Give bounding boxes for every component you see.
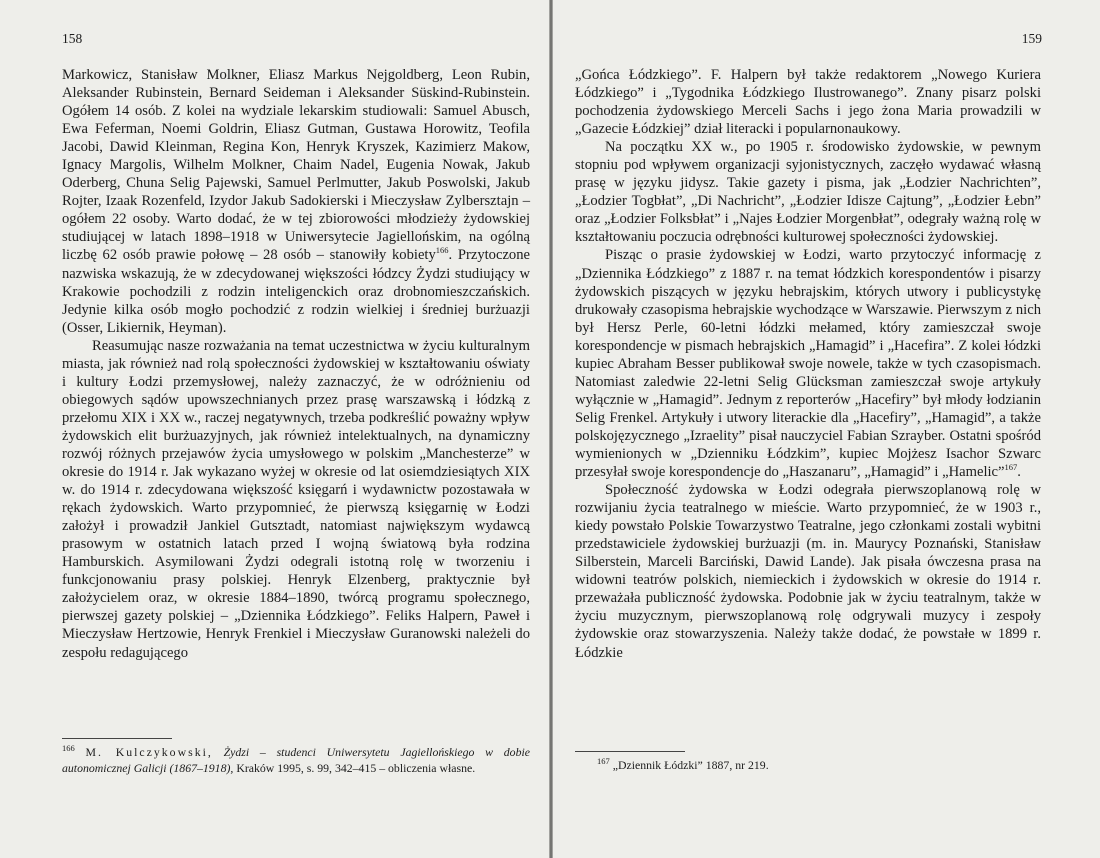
footnote-title: Żydzi – studenci Uniwersytetu Jagiellońskiego w dobie autonomicznej Galicji (1867–1918), [62,745,530,775]
page-body [62,66,530,662]
page-number: 159 [1021,31,1042,46]
footnote-ref: 167 [1004,462,1018,473]
right-page [553,0,1100,858]
footnote-rule [575,751,685,752]
page-body [575,66,1041,662]
paragraph: Społeczność żydowska w Łodzi odegrała pierwszoplanową rolę w rozwijaniu życia teatralnego w mieście. Warto przypomnieć, że w 1903 r., kiedy powstało Polskie Towarzystwo Teatralne, jego członkami zostali wybitni przedstawiciele żydowskiej burżuazji (m. in. Maurycy Poznański, Stanisław Silberstein, Marceli Barciński, Dawid Lande). Jak pisała ówczesna prasa na widowni teatrów polskich, niemieckich i żydowskich w okresie do 1914 r. przeważała publiczność żydowska. Podobnie jak w życiu teatralnym, także w życiu muzycznym, pierwszoplanową rolę odgrywali muzycy i zespoły żydowskie oraz stowarzyszenia. Należy także dodać, że powstałe w 1899 r. Łódzkie [575,482,1041,661]
paragraph [62,66,530,337]
footnote-text: „Dziennik Łódzki” 1887, nr 219. [612,758,769,772]
paragraph: Reasumując nasze rozważania na temat uczestnictwa w życiu kulturalnym miasta, jak również nad rolą społeczności żydowskiej w kształtowaniu oświaty i kultury Łodzi przemysłowej, należy zaznaczyć, że w odróżnieniu od obiegowych sądów upowszechnianych przez prasę warszawską i łódzką z przełomu XIX i XX w., raczej negatywnych, trzeba podkreślić poważny wpływ żydowskich elit burżuazyjnych, jak również intelektualnych, na dynamiczny rozwój różnych przejawów życia umysłowego w polskim „Manchesterze” w okresie do 1914 r. Jak wykazano wyżej w okresie od lat osiemdziesiątych XIX w. do 1914 r. zdecydowana większość księgarń i wydawnictw pozostawała w rękach żydowskich. Warto przypomnieć, że pierwszą księgarnię w Łodzi założył i prowadził Jankiel Gutsztadt, natomiast największym wydawcą prasowym w ostatnich latach przed I wojną światową była rodzina Hamburskich. Asymilowani Żydzi odegrali istotną rolę w tworzeniu i funkcjonowaniu prasy polskiej. Henryk Elzenberg, praktycznie był założycielem oraz, w okresie 1884–1890, twórcą programu społecznego, pierwszej gazety polskiej – „Dziennika Łódzkiego”. Feliks Halpern, Paweł i Mieczysław Hertzowie, Henryk Frenkiel i Mieczysław Guranowski należeli do zespołu redagującego [62,337,530,661]
footnote-ref: 166 [435,245,449,256]
footnote [597,757,1037,773]
footnote-rest: Kraków 1995, s. 99, 342–415 – obliczenia własne. [233,761,476,775]
paragraph-text: . Przytoczone nazwiska wskazują, że w zdecydowanej większości łódzcy Żydzi studiujący w Krakowie pochodzili z rodzin inteligenckich oraz drobnomieszczańskich. Jedynie kilka osób mogło pochodzić z rodzin wielkiej i średniej burżuazji (Osser, Likiernik, Heyman). [62,247,530,336]
left-page [0,0,549,858]
page-number: 158 [62,31,83,46]
paragraph: „Gońca Łódzkiego”. F. Halpern był także redaktorem „Nowego Kuriera Łódzkiego” i „Tygodnika Łódzkiego Ilustrowanego”. Znany pisarz polski pochodzenia żydowskiego Merceli Sachs i jego żona Maria prowadzili w „Gazecie Łódzkiej” dział literacki i popularnonaukowy. [575,67,1041,138]
paragraph-text: . [1017,464,1021,481]
paragraph-text: Pisząc o prasie żydowskiej w Łodzi, warto przytoczyć informację z „Dziennika Łódzkiego” z 1887 r. na temat łódzkich korespondentów i pisarzy żydowskich piszących w języku hebrajskim, których utwory i publicystykę drukowały czasopisma hebrajskie wychodzące w Warszawie. Pierwszym z nich był Hersz Perle, 60-letni łódzki mełamed, który zamieszczał swoje korespondencje w pismach hebrajskich „Hamagid” i „Hacefira”. Z kolei łódzki kupiec Abraham Besser publikował swoje nowele, także w tych czasopismach. Natomiast zaledwie 22-letni Selig Glücksman zamieszczał swoje artykuły wyłącznie w „Hamagid”. Jednym z reporterów „Hacefiry” był młody łodzianin Selig Frenkel. Artykuły i utwory literackie dla „Hacefiry”, „Hamagid”, a także polskojęzycznego „Izraelity” pisał nauczyciel Fabian Szrayber. Ostatni spośród wymienionych w „Dzienniku Łódzkim”, kupiec Mojżesz Isachor Szwarc przesyłał swoje korespondencje do „Haszanaru”, „Hamagid” i „Hamelic” [575,247,1041,481]
paragraph-text: Markowicz, Stanisław Molkner, Eliasz Markus Nejgoldberg, Leon Rubin, Aleksander Rubinstein, Bernard Seideman i Aleksander Süskind-Rubinstein. Ogółem 14 osób. Z kolei na wydziale lekarskim studiowali: Samuel Abusch, Ewa Feferman, Noemi Goldrin, Eliasz Gutman, Gustawa Horowitz, Teofila Jacobi, Dawid Kleinman, Regina Kon, Henryk Kryszek, Kazimierz Makow, Ignacy Margolis, Wilhelm Molkner, Chaim Nadel, Eugenia Nowak, Jakub Oderberg, Chuna Selig Pajewski, Samuel Perlmutter, Jakub Poswolski, Jakub Rojter, Izaak Rozenfeld, Izydor Jakub Sadokierski i Mieczysław Zylbersztajn – ogółem 22 osoby. Warto dodać, że w tej zbiorowości młodzieży żydowskiej studiującej w latach 1898–1918 w Uniwersytecie Jagiellońskim, na ogólną liczbę 62 osób prawie połowę – 28 osób – stanowiły kobiety [62,67,530,264]
footnote-author: M. Kulczykowski, [85,745,213,759]
footnote-number: 167 [597,756,610,767]
footnote-number: 166 [62,743,75,754]
footnote-rule [62,738,172,739]
paragraph [575,246,1041,481]
paragraph: Na początku XX w., po 1905 r. środowisko żydowskie, w pewnym stopniu pod wpływem organizacji syjonistycznych, zaczęło wydawać własną prasę w języku jidysz. Takie gazety i pisma, jak „Łodzier Nachrichten”, „Łodzier Togbłat”, „Di Nachricht”, „Łodzier Idisze Cajtung”, „Łodzier Łebn” oraz „Łodzier Folksbłat” i „Najes Łodzier Morgenbłat”, odegrały ważną rolę w kształtowaniu poczucia odrębności kulturowej społeczności żydowskiej. [575,139,1041,246]
footnote [62,744,530,776]
